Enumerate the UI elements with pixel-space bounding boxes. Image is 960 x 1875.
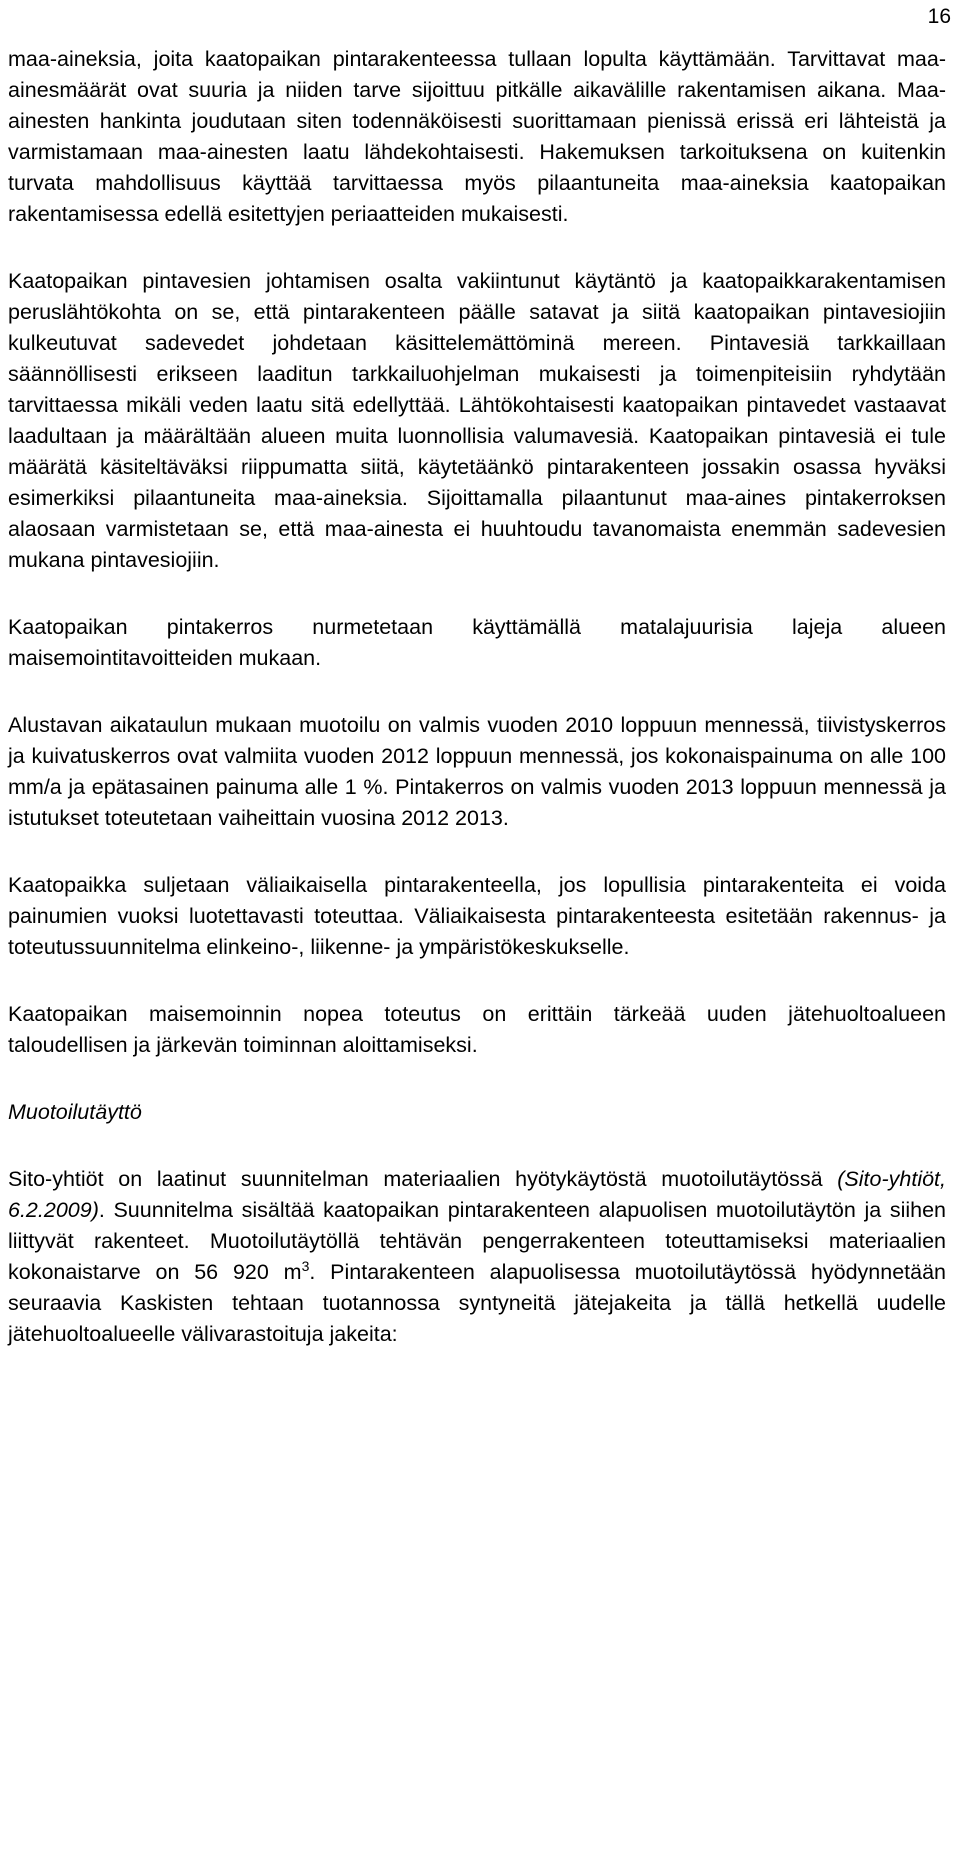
document-body bbox=[8, 44, 946, 1350]
paragraph-6: Kaatopaikan maisemoinnin nopea toteutus on erittäin tärkeää uuden jätehuoltoalueen taloudellisen ja järkevän toiminnan aloittamiseksi. bbox=[8, 1002, 946, 1057]
paragraph-4: Alustavan aikataulun mukaan muotoilu on valmis vuoden 2010 loppuun mennessä, tiivistyskerros ja kuivatuskerros ovat valmiita vuoden 2012 loppuun mennessä, jos kokonaispainuma on alle 100 mm/a ja epätasainen painuma alle 1 %. Pintakerros on valmis vuoden 2013 loppuun mennessä ja istutukset toteutetaan vaiheittain vuosina 2012 2013. bbox=[8, 713, 946, 830]
paragraph-7 bbox=[8, 1164, 946, 1350]
citation: (Sito-yhtiöt, 6.2.2009) bbox=[8, 1167, 946, 1222]
paragraph-2: Kaatopaikan pintavesien johtamisen osalta vakiintunut käytäntö ja kaatopaikkarakentamisen peruslähtökohta on se, että pintarakenteen päälle satavat ja siitä kaatopaikan pintavesiojiin kulkeutuvat sadevedet johdetaan käsittelemättöminä mereen. Pintavesiä tarkkaillaan säännöllisesti erikseen laaditun tarkkailuohjelman mukaisesti ja toimenpiteisiin ryhdytään tarvittaessa mikäli veden laatu sitä edellyttää. Lähtökohtaisesti kaatopaikan pintavedet vastaavat laadultaan ja määrältään alueen muita luonnollisia valumavesiä. Kaatopaikan pintavesiä ei tule määrätä käsiteltäväksi riippumatta siitä, käytetäänkö pintarakenteen jossakin osassa hyväksi esimerkiksi pilaantuneita maa-aineksia. Sijoittamalla pilaantunut maa-aines pintakerroksen alaosaan varmistetaan se, että maa-ainesta ei huuhtoudu tavanomaista enemmän sadevesien mukana pintavesiojiin. bbox=[8, 269, 946, 572]
paragraph-7-part1: Sito-yhtiöt on laatinut suunnitelman materiaalien hyötykäytöstä muotoilutäytössä bbox=[8, 1167, 838, 1191]
section-heading: Muotoilutäyttö bbox=[8, 1100, 142, 1124]
superscript-3: 3 bbox=[301, 1257, 310, 1274]
paragraph-7-part3: . Pintarakenteen alapuolisessa muotoilutäytössä hyödynnetään seuraavia Kaskisten tehtaan tuotannossa syntyneitä jätejakeita ja tällä hetkellä uudelle jätehuoltoalueelle välivarastoituja jakeita: bbox=[8, 1260, 946, 1346]
paragraph-7-part2: . Suunnitelma sisältää kaatopaikan pintarakenteen alapuolisen muotoilutäytön ja siihen liittyvät rakenteet. Muotoilutäytöllä tehtävän pengerrakenteen toteuttamiseksi materiaalien kokonaistarve on 56 920 m bbox=[8, 1198, 946, 1284]
paragraph-1: maa-aineksia, joita kaatopaikan pintarakenteessa tullaan lopulta käyttämään. Tarvittavat maa-ainesmäärät ovat suuria ja niiden tarve sijoittuu pitkälle aikavälille rakentamisen aikana. Maa-ainesten hankinta joudutaan siten todennäköisesti suorittamaan pienissä erissä eri lähteistä ja varmistamaan maa-ainesten laatu lähdekohtaisesti. Hakemuksen tarkoituksena on kuitenkin turvata mahdollisuus käyttää tarvittaessa myös pilaantuneita maa-aineksia kaatopaikan rakentamisessa edellä esitettyjen periaatteiden mukaisesti. bbox=[8, 47, 946, 226]
paragraph-5: Kaatopaikka suljetaan väliaikaisella pintarakenteella, jos lopullisia pintarakenteita ei voida painumien vuoksi luotettavasti toteuttaa. Väliaikaisesta pintarakenteesta esitetään rakennus- ja toteutussuunnitelma elinkeino-, liikenne- ja ympäristökeskukselle. bbox=[8, 873, 946, 959]
paragraph-3: Kaatopaikan pintakerros nurmetetaan käyttämällä matalajuurisia lajeja alueen maisemointitavoitteiden mukaan. bbox=[8, 615, 946, 670]
page-number: 16 bbox=[927, 5, 951, 28]
